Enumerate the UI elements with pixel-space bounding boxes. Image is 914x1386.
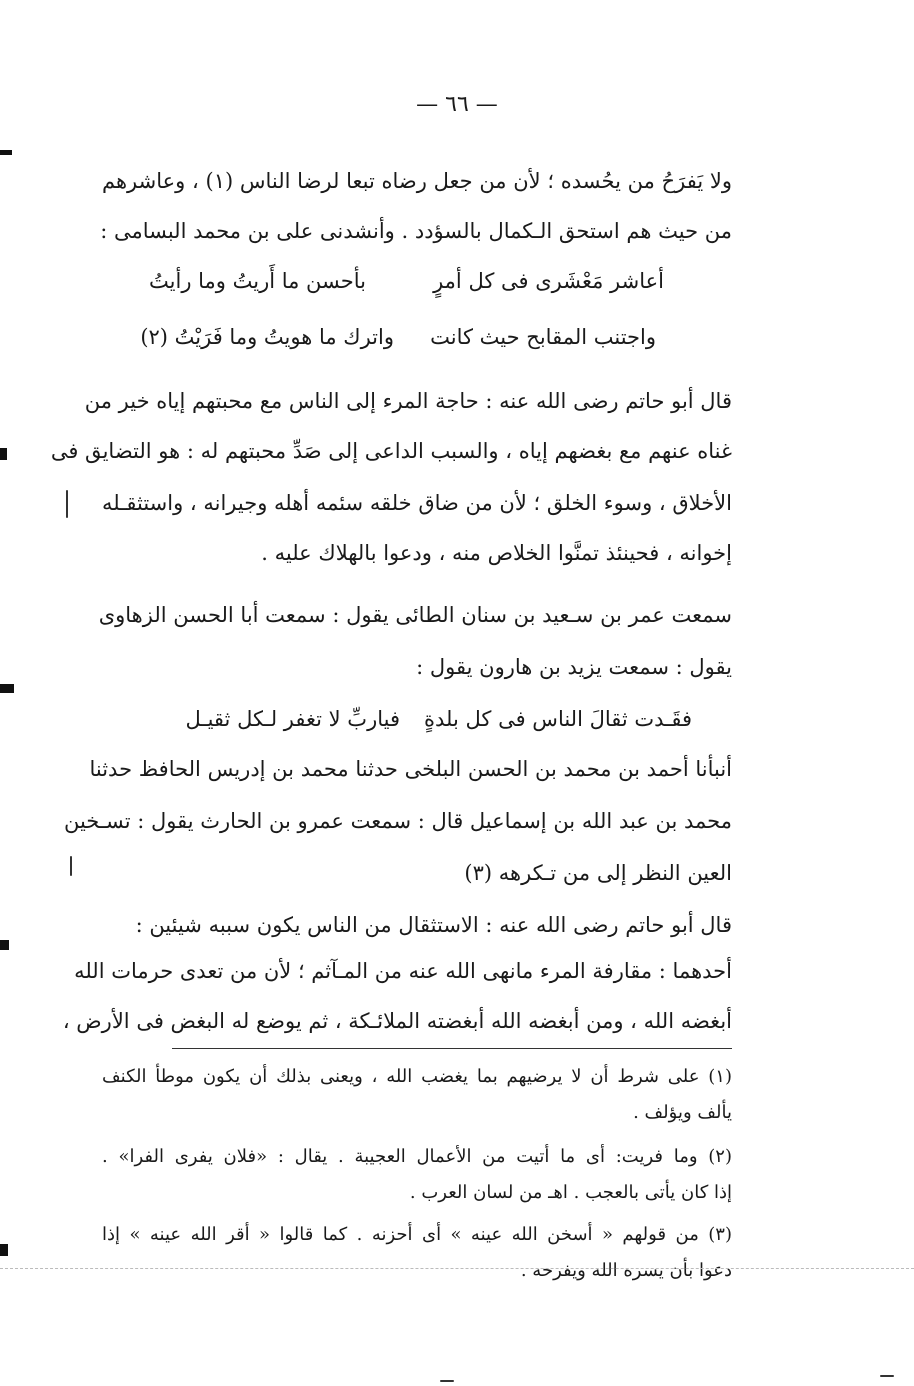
text-line: قال أبو حاتم رضى الله عنه : الاستثقال من الناس يكون سببه شيئين : xyxy=(135,913,732,937)
verse-hemistich-second: بأحسن ما أَريتُ وما رأيتُ xyxy=(149,269,366,293)
verse-hemistich-first: واجتنب المقابح حيث كانت xyxy=(430,325,656,349)
scan-speck xyxy=(66,490,68,518)
scan-edge-mark xyxy=(0,684,14,693)
text-line: غناه عنهم مع بغضهم إياه ، والسبب الداعى إلى صَدِّ محبتهم له : هو التضايق فى xyxy=(50,439,732,463)
verse-hemistich-first: فقَـدت ثقالَ الناس فى كل بلدةٍ xyxy=(424,707,692,731)
text-line: سمعت عمر بن سـعيد بن سنان الطائى يقول : سمعت أبا الحسن الزهاوى xyxy=(98,603,732,627)
footnote-line: إذا كان يأتى بالعجب . اهـ من لسان العرب . xyxy=(409,1182,732,1203)
text-line: من حيث هم استحق الـكمال بالسؤدد . وأنشدنى على بن محمد البسامى : xyxy=(100,219,732,243)
scan-edge-mark xyxy=(0,940,9,950)
scan-edge-mark xyxy=(0,1244,8,1256)
text-line: محمد بن عبد الله بن إسماعيل قال : سمعت عمرو بن الحارث يقول : تسـخين xyxy=(63,809,732,833)
scan-speck xyxy=(70,856,72,876)
footnote-line: (٣) من قولهم « أسخن الله عينه » أى أحزنه . كما قالوا « أقر الله عينه » إذا xyxy=(102,1224,732,1245)
text-line: يقول : سمعت يزيد بن هارون يقول : xyxy=(416,655,732,679)
footnote-line: يألف ويؤلف . xyxy=(633,1102,732,1123)
text-line: ولا يَفرَحُ من يحُسده ؛ لأن من جعل رضاه تبعا لرضا الناس (١) ، وعاشرهم xyxy=(102,169,732,193)
footnote-line: دعوا بأن يسره الله ويفرحه . xyxy=(520,1260,732,1281)
text-line: الأخلاق ، وسوء الخلق ؛ لأن من ضاق خلقه سئمه أهله وجيرانه ، واستثقـله xyxy=(102,491,732,515)
scan-speck xyxy=(440,1380,454,1382)
scan-edge-mark xyxy=(0,448,7,460)
footnote-line: (١) على شرط أن لا يرضيهم بما يغضب الله ، ويعنى بذلك أن يكون موطأ الكنف xyxy=(102,1066,732,1087)
text-line: أنبأنا أحمد بن محمد بن الحسن البلخى حدثنا محمد بن إدريس الحافظ حدثنا xyxy=(89,757,732,781)
verse-hemistich-second: واترك ما هويتُ وما فَرَيْتُ (٢) xyxy=(140,325,394,349)
text-line: العين النظر إلى من تـكرهه (٣) xyxy=(464,861,732,885)
text-line: أبغضه الله ، ومن أبغضه الله أبغضته الملائـكة ، ثم يوضع له البغض فى الأرض ، xyxy=(62,1009,732,1033)
scan-edge-mark xyxy=(0,150,12,155)
text-line: إخوانه ، فحينئذ تمنَّوا الخلاص منه ، ودعوا بالهلاك عليه . xyxy=(261,541,732,565)
scan-crease xyxy=(0,1268,914,1269)
text-line: أحدهما : مقارفة المرء مانهى الله عنه من المـآثم ؛ لأن من تعدى حرمات الله xyxy=(74,959,732,983)
page-number: — ٦٦ — xyxy=(416,92,498,117)
footnote-separator xyxy=(172,1048,732,1049)
footnote-line: (٢) وما فريت: أى ما أتيت من الأعمال العجيبة . يقال : «فلان يفرى الفرا» . xyxy=(102,1146,732,1167)
verse-hemistich-first: أعاشر مَعْشَرى فى كل أمرٍ xyxy=(433,269,664,293)
text-line: قال أبو حاتم رضى الله عنه : حاجة المرء إلى الناس مع محبتهم إياه خير من xyxy=(84,389,732,413)
scan-speck xyxy=(880,1375,894,1377)
verse-hemistich-second: فياربِّ لا تغفر لـكل ثقيـل xyxy=(185,707,400,731)
